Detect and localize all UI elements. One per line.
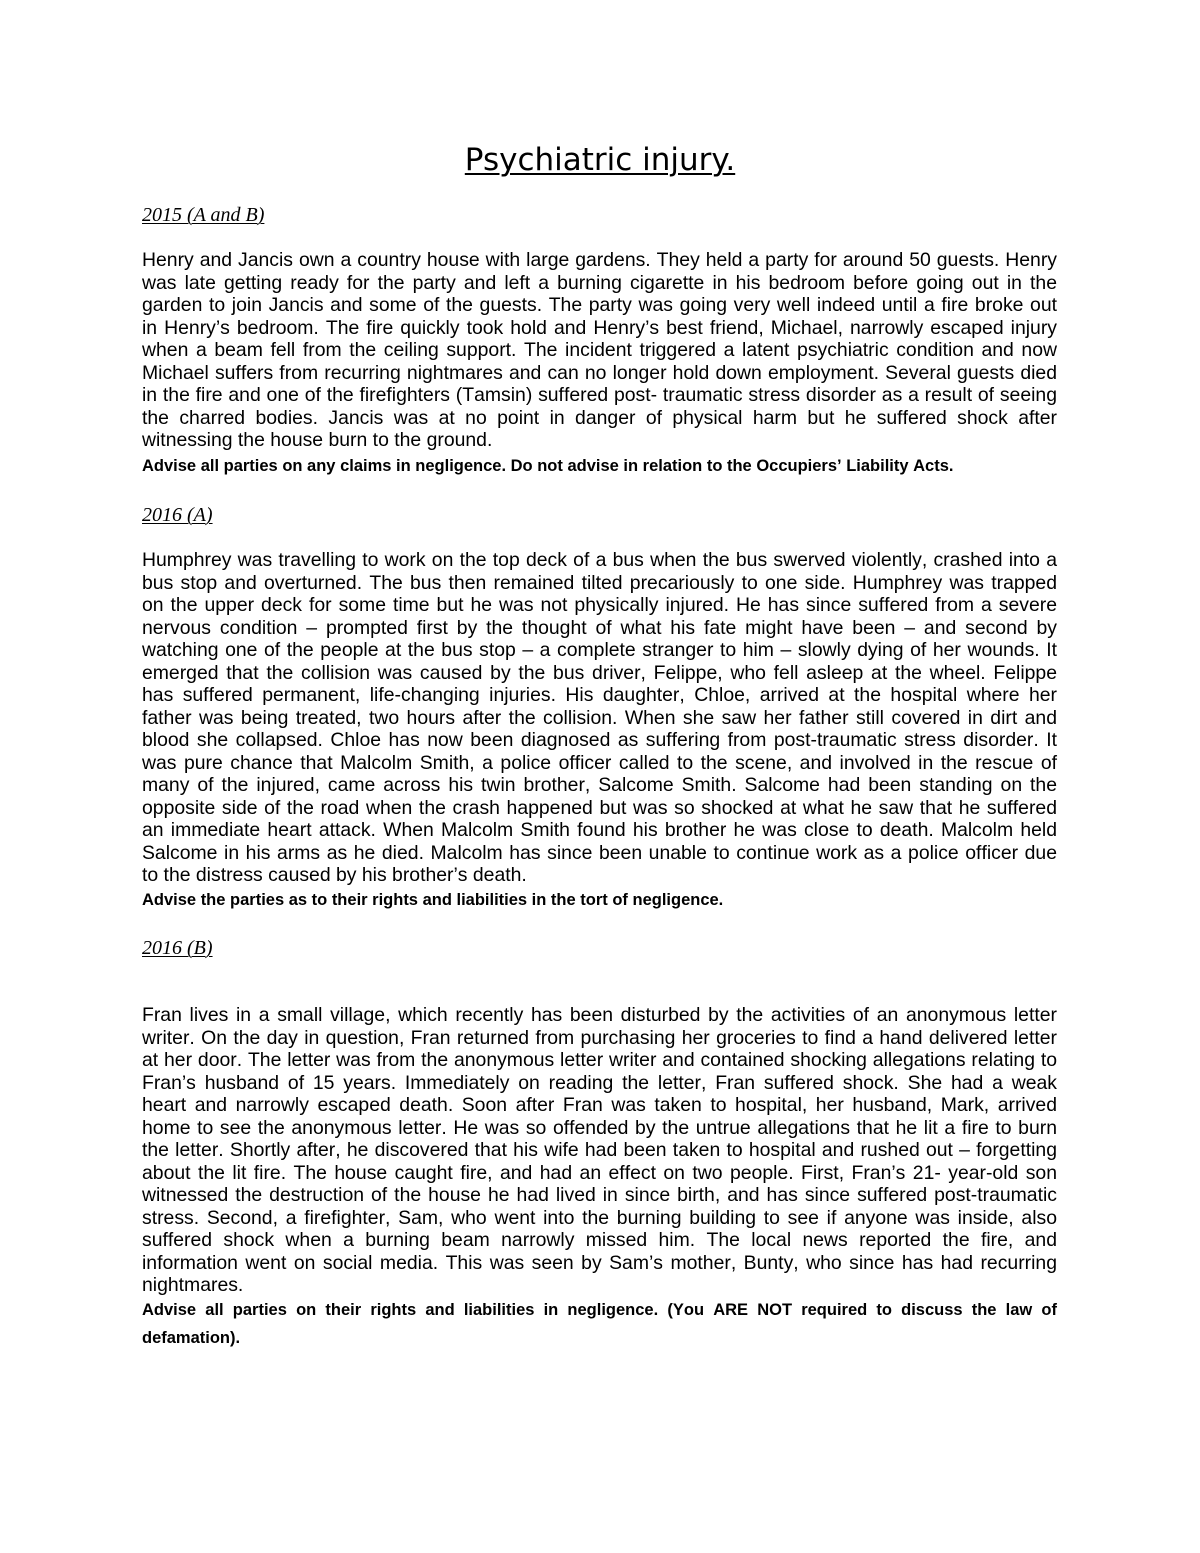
section-heading-2015: 2015 (A and B) <box>142 204 265 226</box>
scenario-line: when a beam fell from the ceiling support. The incident triggered a latent psychiatric condition and now <box>142 339 1057 361</box>
scenario-line: an immediate heart attack. When Malcolm Smith found his brother he was close to death. Malcolm held <box>142 819 1057 841</box>
scenario-line: Henry and Jancis own a country house with large gardens. They held a party for around 50 guests. Henry <box>142 249 1057 271</box>
scenario-line: the charred bodies. Jancis was at no point in danger of physical harm but he suffered shock after <box>142 406 1057 429</box>
scenario-line: witnessed the destruction of the house he had lived in since birth, and has since suffered post-traumatic <box>142 1184 1057 1206</box>
scenario-line: in the fire and one of the firefighters (Tamsin) suffered post- traumatic stress disorder as a result of seeing <box>142 384 1057 406</box>
instruction-line: Advise the parties as to their rights and liabilities in the tort of negligence. <box>142 891 724 909</box>
scenario-line: Fran lives in a small village, which recently has been disturbed by the activities of an anonymous letter <box>142 1004 1057 1026</box>
scenario-line: was pure chance that Malcolm Smith, a police officer called to the scene, and involved in the rescue of <box>142 751 1057 774</box>
scenario-line: father was being treated, two hours after the collision. When she saw her father still covered in dirt and <box>142 706 1057 729</box>
scenario-line: information went on social media. This was seen by Sam’s mother, Bunty, who since has had recurring <box>142 1251 1057 1274</box>
scenario-line: Humphrey was travelling to work on the top deck of a bus when the bus swerved violently, crashed into a <box>142 549 1057 571</box>
section-heading-2016b: 2016 (B) <box>142 937 213 959</box>
scenario-line: bus stop and overturned. The bus then remained tilted precariously to one side. Humphrey was trapped <box>142 571 1057 594</box>
document-title: Psychiatric injury. <box>464 142 736 178</box>
question-2016b-instruction <box>142 1296 1057 1352</box>
scenario-line: the letter. Shortly after, he discovered that his wife had been taken to hospital and rushed out – forgetting <box>142 1139 1057 1161</box>
instruction-line: Advise all parties on their rights and liabilities in negligence. (You ARE NOT required to discuss the law of <box>142 1301 1057 1319</box>
scenario-line: stress. Second, a firefighter, Sam, who went into the burning building to see if anyone was inside, also <box>142 1206 1057 1229</box>
instruction-line: defamation). <box>142 1329 241 1347</box>
scenario-line: Michael suffers from recurring nightmares and can no longer hold down employment. Several guests died <box>142 361 1057 384</box>
scenario-line: nervous condition – prompted first by the thought of what his fate might have been – and second by <box>142 616 1057 639</box>
scenario-line: has suffered permanent, life-changing injuries. His daughter, Chloe, arrived at the hospital where her <box>142 684 1057 706</box>
scenario-line: many of the injured, came across his twin brother, Salcome Smith. Salcome had been standing on the <box>142 774 1057 796</box>
instruction-line: Advise all parties on any claims in negligence. Do not advise in relation to the Occupiers’ Liability Acts. <box>142 457 954 475</box>
question-2015-scenario <box>142 249 1057 452</box>
scenario-line: in Henry’s bedroom. The fire quickly took hold and Henry’s best friend, Michael, narrowly escaped injury <box>142 316 1057 339</box>
question-2015-instruction <box>142 455 1057 478</box>
scenario-line: at her door. The letter was from the anonymous letter writer and contained shocking allegations relating to <box>142 1049 1057 1071</box>
scenario-line: opposite side of the road when the crash happened but was so shocked at what he saw that he suffered <box>142 796 1057 819</box>
scenario-line: emerged that the collision was caused by the bus driver, Felippe, who fell asleep at the wheel. Felippe <box>142 661 1057 684</box>
scenario-line: garden to join Jancis and some of the guests. The party was going very well indeed until a fire broke out <box>142 294 1057 316</box>
scenario-line: was late getting ready for the party and left a burning cigarette in his bedroom before going out in the <box>142 271 1057 294</box>
scenario-line: Fran’s husband of 15 years. Immediately on reading the letter, Fran suffered shock. She had a weak <box>142 1071 1057 1094</box>
section-heading-2016a: 2016 (A) <box>142 504 213 526</box>
scenario-line: writer. On the day in question, Fran returned from purchasing her groceries to find a hand delivered letter <box>142 1026 1057 1049</box>
scenario-line: to the distress caused by his brother’s death. <box>142 864 527 886</box>
question-2016b-scenario <box>142 1004 1057 1297</box>
scenario-line: nightmares. <box>142 1274 244 1296</box>
scenario-line: witnessing the house burn to the ground. <box>142 429 493 451</box>
scenario-line: watching one of the people at the bus stop – a complete stranger to him – slowly dying of her wounds. It <box>142 639 1057 661</box>
scenario-line: on the upper deck for some time but he was not physically injured. He has since suffered from a severe <box>142 594 1057 616</box>
scenario-line: about the lit fire. The house caught fire, and had an effect on two people. First, Fran’s 21- year-old son <box>142 1161 1057 1184</box>
scenario-line: suffered shock when a burning beam narrowly missed him. The local news reported the fire, and <box>142 1229 1057 1251</box>
scenario-line: heart and narrowly escaped death. Soon after Fran was taken to hospital, her husband, Mark, arrived <box>142 1094 1057 1116</box>
question-2016a-scenario <box>142 549 1057 887</box>
question-2016a-instruction <box>142 889 1057 912</box>
scenario-line: Salcome in his arms as he died. Malcolm has since been unable to continue work as a police officer due <box>142 841 1057 864</box>
scenario-line: home to see the anonymous letter. He was so offended by the untrue allegations that he lit a fire to burn <box>142 1116 1057 1139</box>
scenario-line: blood she collapsed. Chloe has now been diagnosed as suffering from post-traumatic stress disorder. It <box>142 729 1057 751</box>
